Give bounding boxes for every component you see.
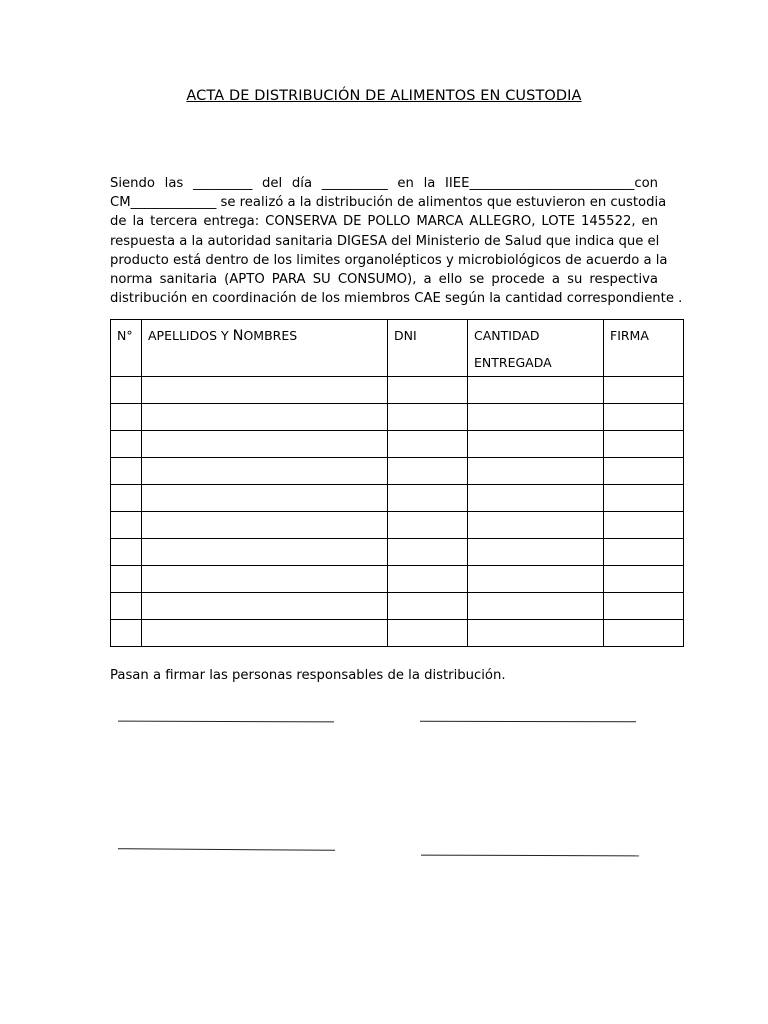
table-cell — [142, 539, 388, 566]
table-row — [111, 620, 684, 647]
paragraph-line: distribución en coordinación de los miembros CAE según la cantidad correspondiente . — [110, 291, 683, 307]
table-cell — [468, 512, 604, 539]
table-body — [111, 377, 684, 647]
table-cell — [142, 512, 388, 539]
table-cell — [142, 593, 388, 620]
table-cell — [604, 512, 684, 539]
table-header-row — [111, 320, 684, 377]
header-dni: DNI — [388, 320, 468, 377]
table-row — [111, 593, 684, 620]
table-cell — [111, 377, 142, 404]
header-number: N° — [111, 320, 142, 377]
table-row — [111, 539, 684, 566]
table-cell — [142, 377, 388, 404]
header-quantity: CANTIDAD ENTREGADA — [468, 320, 604, 377]
table-cell — [111, 485, 142, 512]
table-cell — [604, 593, 684, 620]
table-cell — [604, 620, 684, 647]
table-cell — [468, 458, 604, 485]
table-cell — [604, 539, 684, 566]
table-cell — [111, 458, 142, 485]
table-cell — [468, 566, 604, 593]
table-cell — [388, 404, 468, 431]
paragraph-line: CM_____________ se realizó a la distribución de alimentos que estuvieron en custodia — [110, 195, 667, 211]
signature-line — [118, 721, 334, 723]
table-cell — [468, 485, 604, 512]
table-cell — [604, 458, 684, 485]
table-cell — [111, 539, 142, 566]
table-cell — [388, 593, 468, 620]
table-cell — [111, 512, 142, 539]
table-cell — [111, 431, 142, 458]
table-cell — [468, 539, 604, 566]
table-row — [111, 377, 684, 404]
table-row — [111, 485, 684, 512]
table-cell — [468, 620, 604, 647]
table-cell — [604, 404, 684, 431]
table-cell — [142, 620, 388, 647]
table-cell — [388, 566, 468, 593]
signature-line — [118, 848, 335, 851]
signature-line — [420, 721, 636, 722]
header-names: APELLIDOS Y NOMBRES — [142, 320, 388, 377]
document-title: ACTA DE DISTRIBUCIÓN DE ALIMENTOS EN CUSTODIA — [186, 88, 582, 104]
table-cell — [111, 620, 142, 647]
distribution-table — [110, 319, 684, 647]
header-signature: FIRMA — [604, 320, 684, 377]
footer-text: Pasan a firmar las personas responsables de la distribución. — [110, 668, 506, 683]
table-cell — [388, 458, 468, 485]
table-row — [111, 431, 684, 458]
table-cell — [142, 566, 388, 593]
table-cell — [468, 377, 604, 404]
table-row — [111, 404, 684, 431]
paragraph-line: Siendo las _________ del día __________ en la IIEE_________________________con — [110, 176, 658, 191]
table-row — [111, 512, 684, 539]
table-row — [111, 458, 684, 485]
table-row — [111, 566, 684, 593]
table-cell — [388, 431, 468, 458]
intro-paragraph — [110, 174, 683, 308]
paragraph-line: norma sanitaria (APTO PARA SU CONSUMO), a ello se procede a su respectiva — [110, 272, 658, 288]
table-cell — [388, 620, 468, 647]
paragraph-line: de la tercera entrega: CONSERVA DE POLLO MARCA ALLEGRO, LOTE 145522, en — [110, 214, 658, 230]
table-cell — [604, 377, 684, 404]
table-cell — [604, 485, 684, 512]
table-cell — [142, 431, 388, 458]
table-cell — [604, 431, 684, 458]
table-cell — [142, 458, 388, 485]
table-cell — [468, 404, 604, 431]
table-cell — [111, 593, 142, 620]
table-cell — [142, 404, 388, 431]
table-cell — [111, 566, 142, 593]
table-cell — [388, 512, 468, 539]
table-cell — [142, 485, 388, 512]
table-cell — [388, 485, 468, 512]
signature-line — [421, 855, 639, 857]
paragraph-line: respuesta a la autoridad sanitaria DIGESA del Ministerio de Salud que indica que el — [110, 233, 660, 249]
table-cell — [604, 566, 684, 593]
paragraph-line: producto está dentro de los limites organolépticos y microbiológicos de acuerdo a la — [110, 252, 668, 268]
table-cell — [468, 593, 604, 620]
table-cell — [468, 431, 604, 458]
table-cell — [388, 539, 468, 566]
table-cell — [111, 404, 142, 431]
table-cell — [388, 377, 468, 404]
